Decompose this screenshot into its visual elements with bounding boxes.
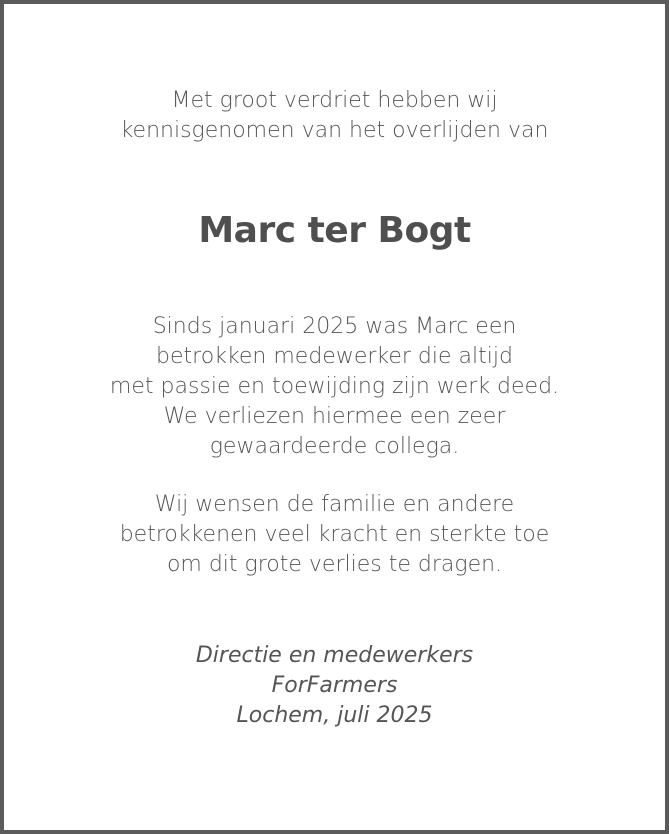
signature	[8, 641, 661, 731]
tribute-paragraph	[8, 312, 661, 462]
intro-line: kennisgenomen van het overlijden van	[120, 118, 549, 143]
signature-place-date: Lochem, juli 2025	[236, 703, 433, 728]
tribute-line: met passie en toewijding zijn werk deed.	[109, 374, 560, 399]
signature-company: ForFarmers	[271, 673, 398, 698]
tribute-line: betrokken medewerker die altijd	[156, 344, 513, 369]
tribute-line: We verliezen hiermee een zeer	[163, 404, 506, 429]
deceased-name: Marc ter Bogt	[198, 210, 471, 251]
intro-line: Met groot verdriet hebben wij	[171, 88, 498, 113]
tribute-line: Sinds januari 2025 was Marc een	[152, 314, 517, 339]
condolence-line: betrokkenen veel kracht en sterkte toe	[119, 522, 550, 547]
intro-text	[8, 86, 661, 146]
tribute-line: gewaardeerde collega.	[209, 434, 460, 459]
condolence-line: om dit grote verlies te dragen.	[166, 552, 503, 577]
condolence-line: Wij wensen de familie en andere	[154, 492, 515, 517]
signature-line: Directie en medewerkers	[195, 643, 474, 668]
condolence-paragraph	[8, 490, 661, 580]
